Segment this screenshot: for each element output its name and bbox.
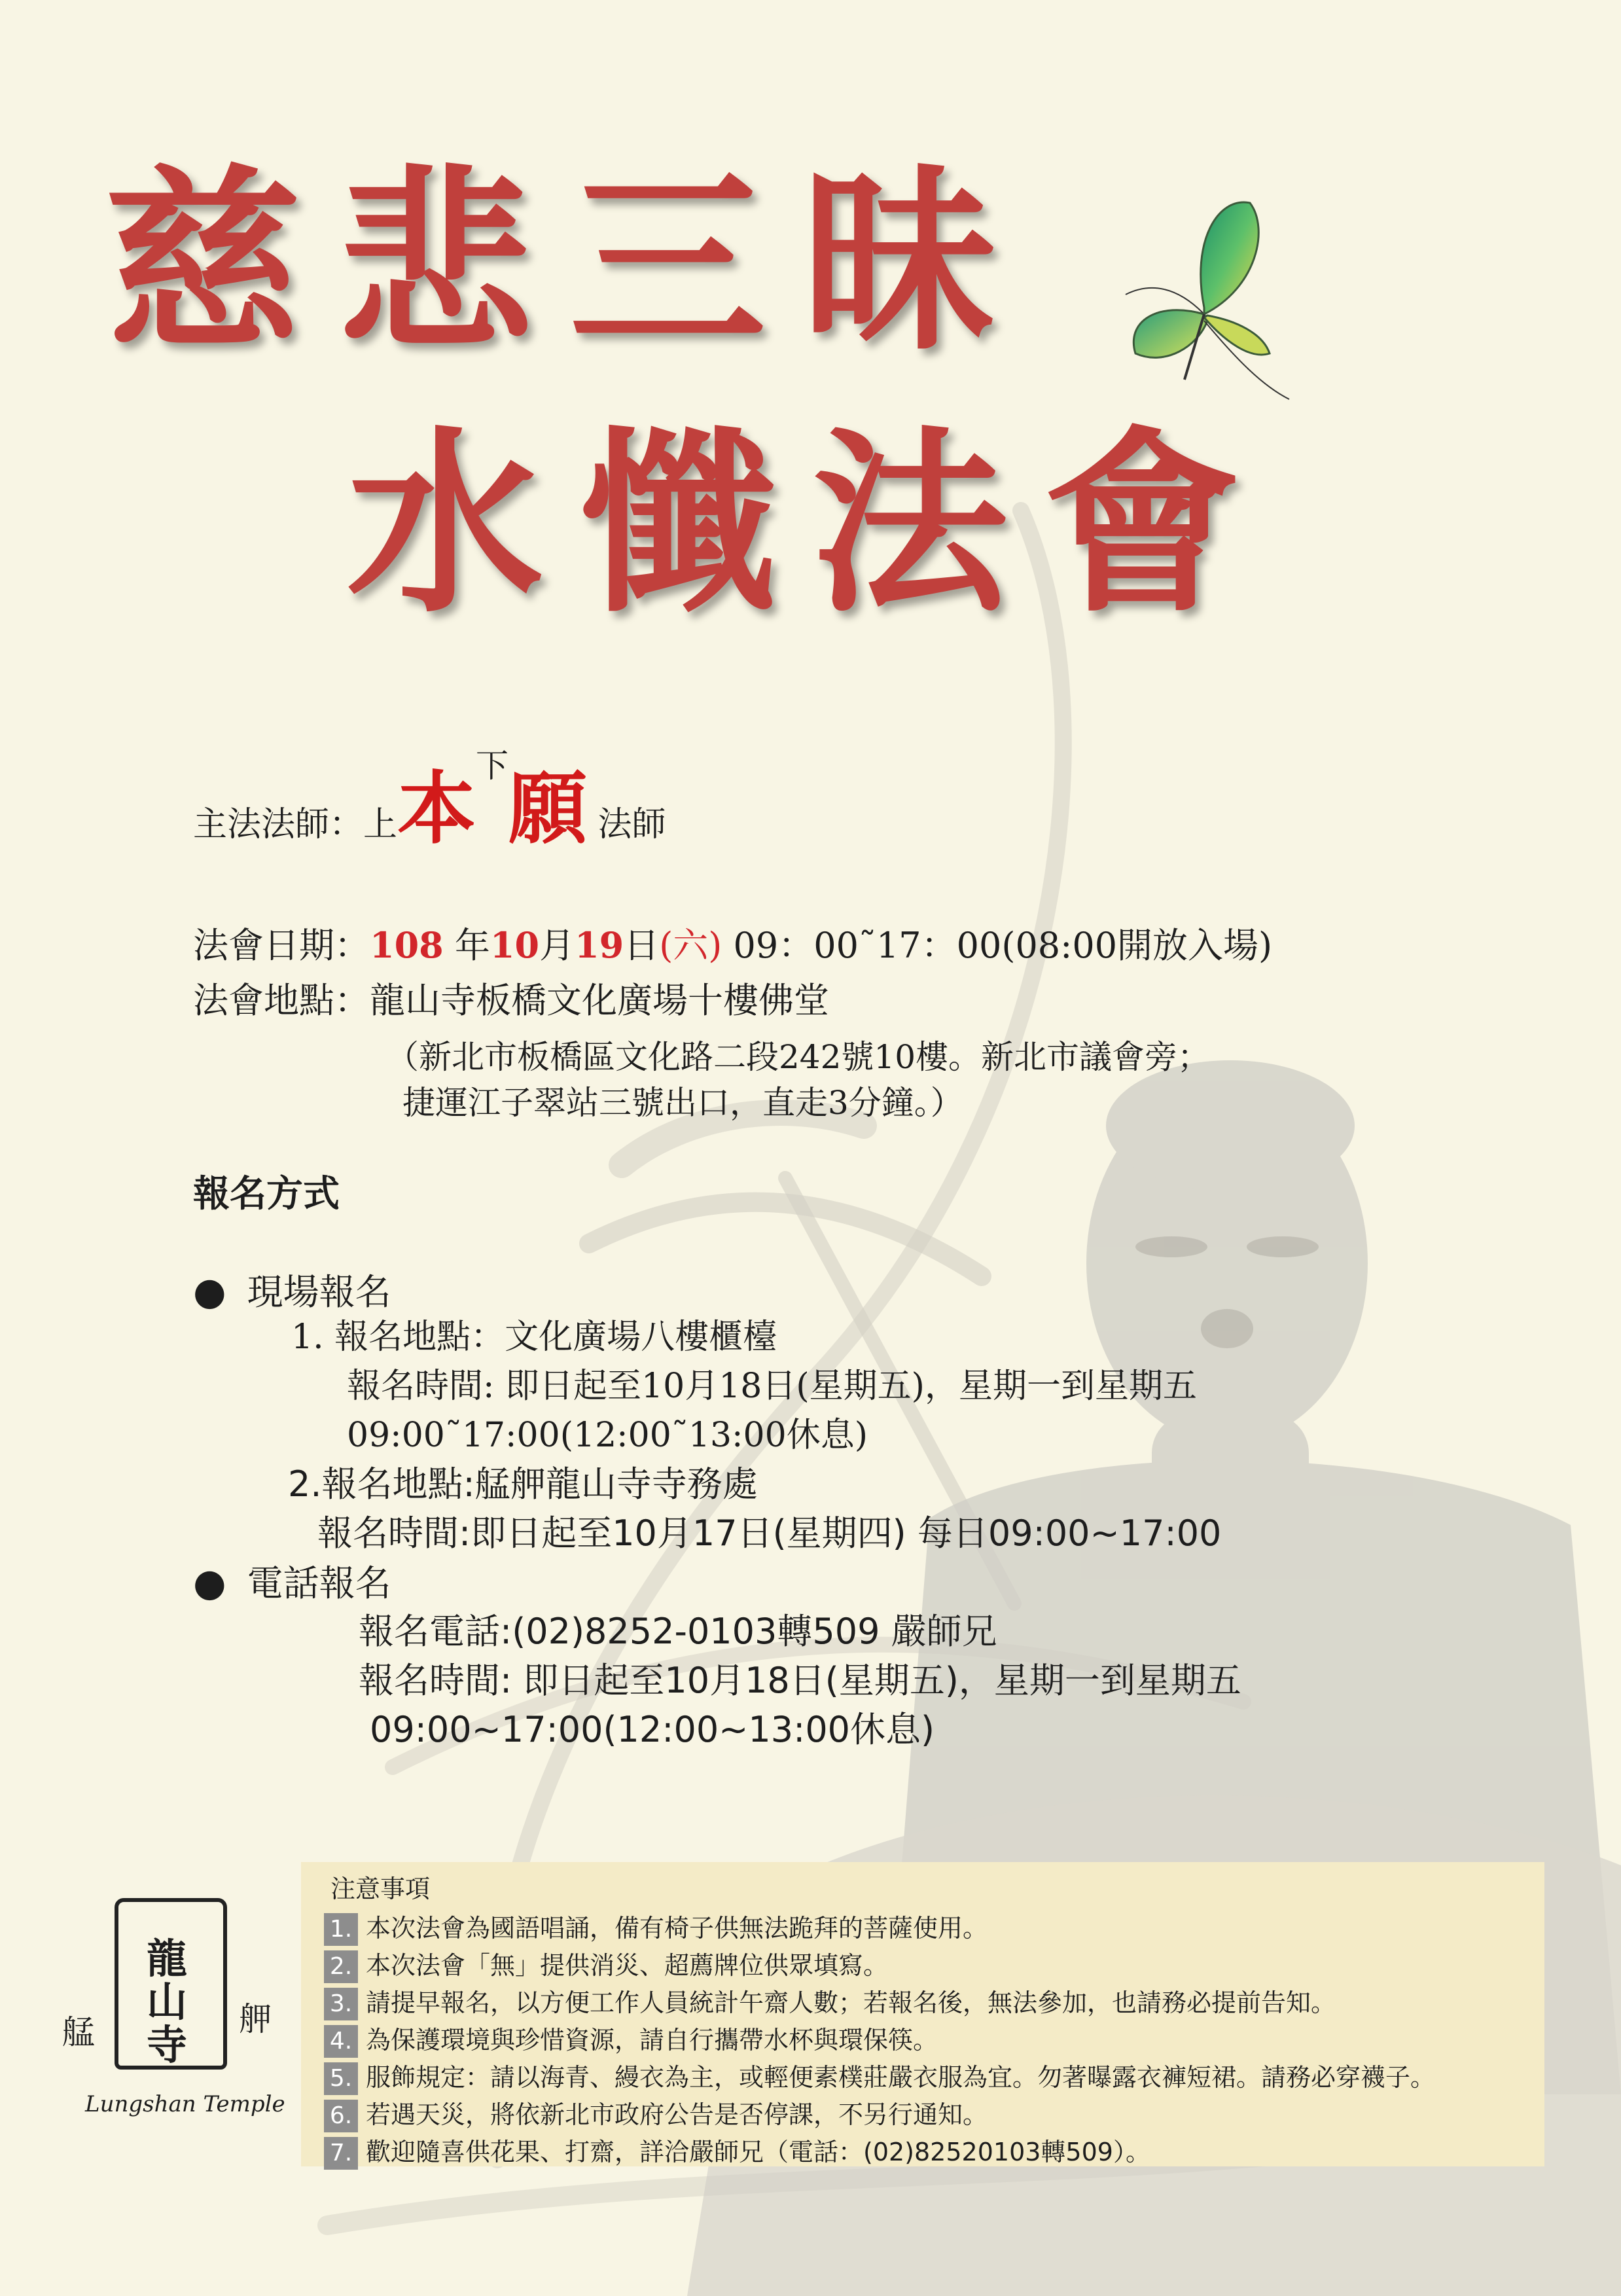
note-number: 1. (324, 1913, 358, 1946)
note-number: 4. (324, 2025, 358, 2058)
phone-label: 電話報名 (247, 1562, 391, 1604)
title-line-1: 慈悲三昧 (105, 146, 1034, 377)
location-value: 龍山寺板橋文化廣場十樓佛堂 (370, 980, 829, 1021)
location-address-1: （新北市板橋區文化路二段242號10樓。新北市議會旁； (386, 1038, 1211, 1076)
title-line-2: 水懺法會 (347, 408, 1276, 639)
note-item (324, 1945, 888, 1983)
date-day-unit: 日 (624, 925, 660, 966)
date-year: 108 (370, 924, 444, 966)
note-text: 服飾規定：請以海青、縵衣為主，或輕便素樸莊嚴衣服為宜。勿著曝露衣褲短裙。請務必穿襪子。 (366, 2063, 1436, 2092)
location-address-2: 捷運江子翠站三號出口，直走3分鐘。） (402, 1084, 963, 1122)
note-item (324, 2094, 988, 2132)
date-day: 19 (575, 924, 624, 966)
bullet-icon: ● (193, 1560, 226, 1605)
note-item (324, 2020, 938, 2058)
logo-left-char: 艋 (62, 2013, 95, 2051)
logo-name: 龍山寺 (146, 1935, 187, 2069)
date-year-unit: 年 (443, 925, 490, 966)
note-text: 為保護環境與珍惜資源，請自行攜帶水杯與環保筷。 (366, 2026, 938, 2054)
master-label: 主法法師：上 (193, 805, 398, 844)
note-text: 本次法會「無」提供消災、超薦牌位供眾填寫。 (366, 1951, 889, 1980)
location-label: 法會地點： (193, 980, 370, 1021)
onsite-item2-place: 2.報名地點:艋舺龍山寺寺務處 (288, 1463, 758, 1505)
note-number: 3. (324, 1988, 358, 2020)
registration-heading: 報名方式 (193, 1173, 340, 1215)
note-item (324, 1908, 988, 1946)
butterfly-icon (1106, 190, 1296, 406)
note-text: 若遇天災，將依新北市政府公告是否停課，不另行通知。 (366, 2100, 988, 2129)
master-char-1: 本 (397, 762, 476, 855)
onsite-item1-hours: 09:00˜17:00(12:00˜13:00休息) (347, 1416, 868, 1455)
date-weekday: (六) (659, 925, 722, 966)
phone-time: 報名時間: 即日起至10月18日(星期五)，星期一到星期五 (359, 1660, 1241, 1701)
note-number: 5. (324, 2062, 358, 2095)
location-row (193, 975, 829, 1026)
phone-registration-heading (193, 1554, 391, 1606)
logo-right-char: 舺 (239, 2000, 272, 2038)
date-label: 法會日期： (193, 925, 370, 966)
date-row (193, 920, 1272, 971)
phone-hours: 09:00~17:00(12:00~13:00休息) (370, 1709, 935, 1750)
logo-english: Lungshan Temple (85, 2091, 285, 2117)
bullet-icon: ● (193, 1269, 226, 1314)
note-text: 本次法會為國語唱誦，備有椅子供無法跪拜的菩薩使用。 (366, 1914, 988, 1943)
notes-title: 注意事項 (330, 1874, 431, 1903)
note-text: 歡迎隨喜供花果、打齋，詳洽嚴師兄（電話：(02)82520103轉509）。 (366, 2138, 1150, 2166)
date-month-unit: 月 (539, 925, 575, 966)
note-number: 2. (324, 1950, 358, 1983)
date-time: 09：00˜17：00(08:00開放入場) (722, 925, 1273, 966)
onsite-item1-time: 報名時間: 即日起至10月18日(星期五)，星期一到星期五 (347, 1367, 1197, 1406)
note-item (324, 1982, 1336, 2020)
note-item (324, 2132, 1150, 2170)
master-char-2: 願 (508, 762, 588, 855)
phone-tel: 報名電話:(02)8252-0103轉509 嚴師兄 (359, 1611, 997, 1652)
onsite-item1-place: 1. 報名地點：文化廣場八樓櫃檯 (291, 1318, 777, 1357)
onsite-label: 現場報名 (247, 1271, 391, 1313)
master-mid-char: 下 (476, 747, 509, 785)
master-row (193, 746, 666, 859)
onsite-registration-heading (193, 1263, 391, 1315)
date-month: 10 (490, 924, 540, 966)
master-suffix: 法師 (597, 805, 666, 844)
onsite-item2-time: 報名時間:即日起至10月17日(星期四) 每日09:00~17:00 (317, 1513, 1222, 1554)
lungshan-temple-logo (62, 1898, 285, 2134)
note-item (324, 2057, 1435, 2095)
note-text: 請提早報名，以方便工作人員統計午齋人數；若報名後，無法參加，也請務必提前告知。 (366, 1988, 1336, 2017)
note-number: 6. (324, 2100, 358, 2132)
note-number: 7. (324, 2137, 358, 2170)
